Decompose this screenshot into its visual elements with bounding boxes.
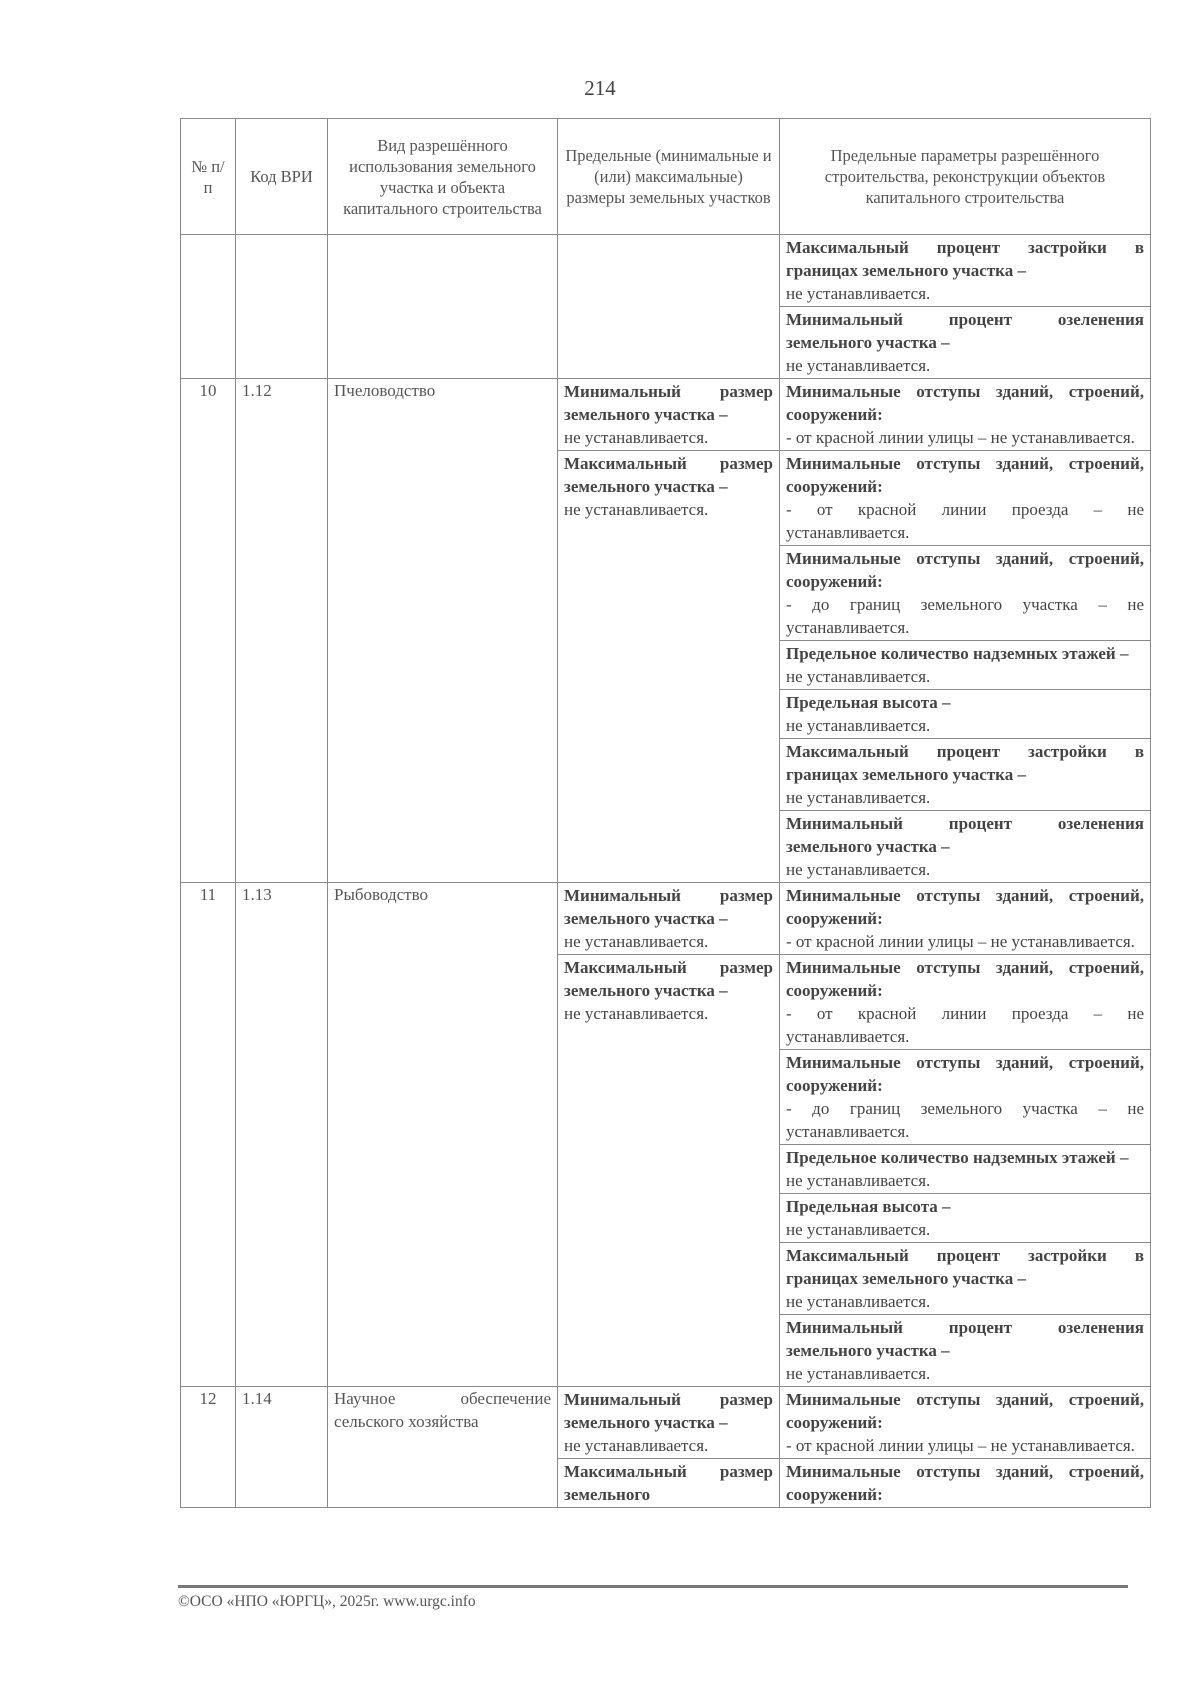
regulations-table (180, 118, 1151, 1508)
cell-num: 10 (181, 379, 236, 883)
footer-copyright: ©ОСО «НПО «ЮРГЦ», 2025г. www.urgc.info (178, 1593, 476, 1610)
cell-code: 1.13 (236, 883, 328, 1387)
table-header-row (181, 119, 1151, 235)
param-title: Минимальные отступы зданий, строений, сооружений: (786, 958, 1144, 1000)
cell-params (780, 883, 1151, 1387)
cell-params (780, 379, 1151, 883)
cell-name: Рыбоводство (328, 883, 558, 1387)
cell-params (780, 1387, 1151, 1508)
size-block (558, 883, 779, 955)
param-title: Максимальный процент застройки в границах земельного участка – (786, 1246, 1144, 1288)
cell-code (236, 235, 328, 379)
param-block (780, 1194, 1150, 1243)
param-value: - от красной линии улицы – не устанавливается. (786, 932, 1135, 951)
param-value: не устанавливается. (786, 284, 931, 303)
size-value: не устанавливается. (564, 1004, 709, 1023)
cell-params (780, 235, 1151, 379)
size-block (558, 1387, 779, 1459)
param-value: не устанавливается. (786, 1364, 931, 1383)
param-value: не устанавливается. (786, 667, 931, 686)
param-value: не устанавливается. (786, 788, 931, 807)
size-title: Максимальный размер земельного участка – (564, 958, 773, 1000)
size-value: не устанавливается. (564, 500, 709, 519)
page-number: 214 (584, 76, 616, 100)
param-title: Минимальные отступы зданий, строений, сооружений: (786, 382, 1144, 424)
param-value: не устанавливается. (786, 1171, 931, 1190)
size-value: не устанавливается. (564, 1436, 709, 1455)
cell-name (328, 235, 558, 379)
param-block (780, 235, 1150, 307)
table-row (181, 235, 1151, 379)
cell-sizes (558, 1387, 780, 1508)
param-block (780, 1050, 1150, 1145)
size-value: не устанавливается. (564, 932, 709, 951)
param-title: Максимальный процент застройки в границах земельного участка – (786, 238, 1144, 280)
param-value: - от красной линии проезда – не устанавливается. (786, 1004, 1144, 1046)
param-block (780, 1387, 1150, 1459)
size-block (558, 955, 779, 1026)
param-block (780, 690, 1150, 739)
header-params: Предельные параметры разрешённого строительства, реконструкции объектов капитального строительства (780, 119, 1151, 235)
param-title: Минимальные отступы зданий, строений, сооружений: (786, 886, 1144, 928)
cell-sizes (558, 883, 780, 1387)
param-block (780, 883, 1150, 955)
header-num: № п/п (181, 119, 236, 235)
header-sizes: Предельные (минимальные и (или) максимальные) размеры земельных участков (558, 119, 780, 235)
param-block (780, 451, 1150, 546)
cell-sizes (558, 379, 780, 883)
param-block (780, 1459, 1150, 1507)
param-value: не устанавливается. (786, 1220, 931, 1239)
param-block (780, 1315, 1150, 1386)
size-title: Максимальный размер земельного (564, 1462, 773, 1504)
param-block (780, 307, 1150, 378)
footer-divider (178, 1585, 1128, 1588)
cell-name: Научное обеспечение сельского хозяйства (328, 1387, 558, 1508)
cell-num: 11 (181, 883, 236, 1387)
cell-num (181, 235, 236, 379)
size-block (558, 451, 779, 522)
param-block (780, 1145, 1150, 1194)
param-value: - до границ земельного участка – не устанавливается. (786, 595, 1144, 637)
param-title: Минимальные отступы зданий, строений, сооружений: (786, 1053, 1144, 1095)
param-title: Предельная высота – (786, 1197, 951, 1216)
cell-code: 1.12 (236, 379, 328, 883)
table-row (181, 379, 1151, 883)
size-title: Минимальный размер земельного участка – (564, 886, 773, 928)
param-title: Минимальный процент озеленения земельного участка – (786, 814, 1144, 856)
param-title: Минимальные отступы зданий, строений, сооружений: (786, 454, 1144, 496)
param-value: не устанавливается. (786, 356, 931, 375)
param-value: - от красной линии улицы – не устанавливается. (786, 428, 1135, 447)
param-block (780, 546, 1150, 641)
header-code: Код ВРИ (236, 119, 328, 235)
size-block (558, 1459, 779, 1507)
param-block (780, 811, 1150, 882)
param-title: Минимальный процент озеленения земельного участка – (786, 1318, 1144, 1360)
param-title: Максимальный процент застройки в границах земельного участка – (786, 742, 1144, 784)
size-block (558, 379, 779, 451)
param-title: Минимальные отступы зданий, строений, сооружений: (786, 1390, 1144, 1432)
param-title: Предельное количество надземных этажей – (786, 644, 1129, 663)
param-title: Минимальный процент озеленения земельного участка – (786, 310, 1144, 352)
param-value: не устанавливается. (786, 1292, 931, 1311)
cell-code: 1.14 (236, 1387, 328, 1508)
param-title: Минимальные отступы зданий, строений, сооружений: (786, 549, 1144, 591)
param-value: - от красной линии проезда – не устанавливается. (786, 500, 1144, 542)
cell-sizes (558, 235, 780, 379)
param-block (780, 379, 1150, 451)
cell-name: Пчеловодство (328, 379, 558, 883)
param-block (780, 955, 1150, 1050)
param-title: Предельное количество надземных этажей – (786, 1148, 1129, 1167)
param-value: не устанавливается. (786, 860, 931, 879)
param-block (780, 1243, 1150, 1315)
size-title: Минимальный размер земельного участка – (564, 382, 773, 424)
param-block (780, 641, 1150, 690)
param-value: - до границ земельного участка – не устанавливается. (786, 1099, 1144, 1141)
param-title: Минимальные отступы зданий, строений, сооружений: (786, 1462, 1144, 1504)
cell-num: 12 (181, 1387, 236, 1508)
table-row (181, 883, 1151, 1387)
param-title: Предельная высота – (786, 693, 951, 712)
size-title: Максимальный размер земельного участка – (564, 454, 773, 496)
size-value: не устанавливается. (564, 428, 709, 447)
size-title: Минимальный размер земельного участка – (564, 1390, 773, 1432)
header-use: Вид разрешённого использования земельного участка и объекта капитального строительства (328, 119, 558, 235)
param-value: не устанавливается. (786, 716, 931, 735)
table-row (181, 1387, 1151, 1508)
param-value: - от красной линии улицы – не устанавливается. (786, 1436, 1135, 1455)
param-block (780, 739, 1150, 811)
